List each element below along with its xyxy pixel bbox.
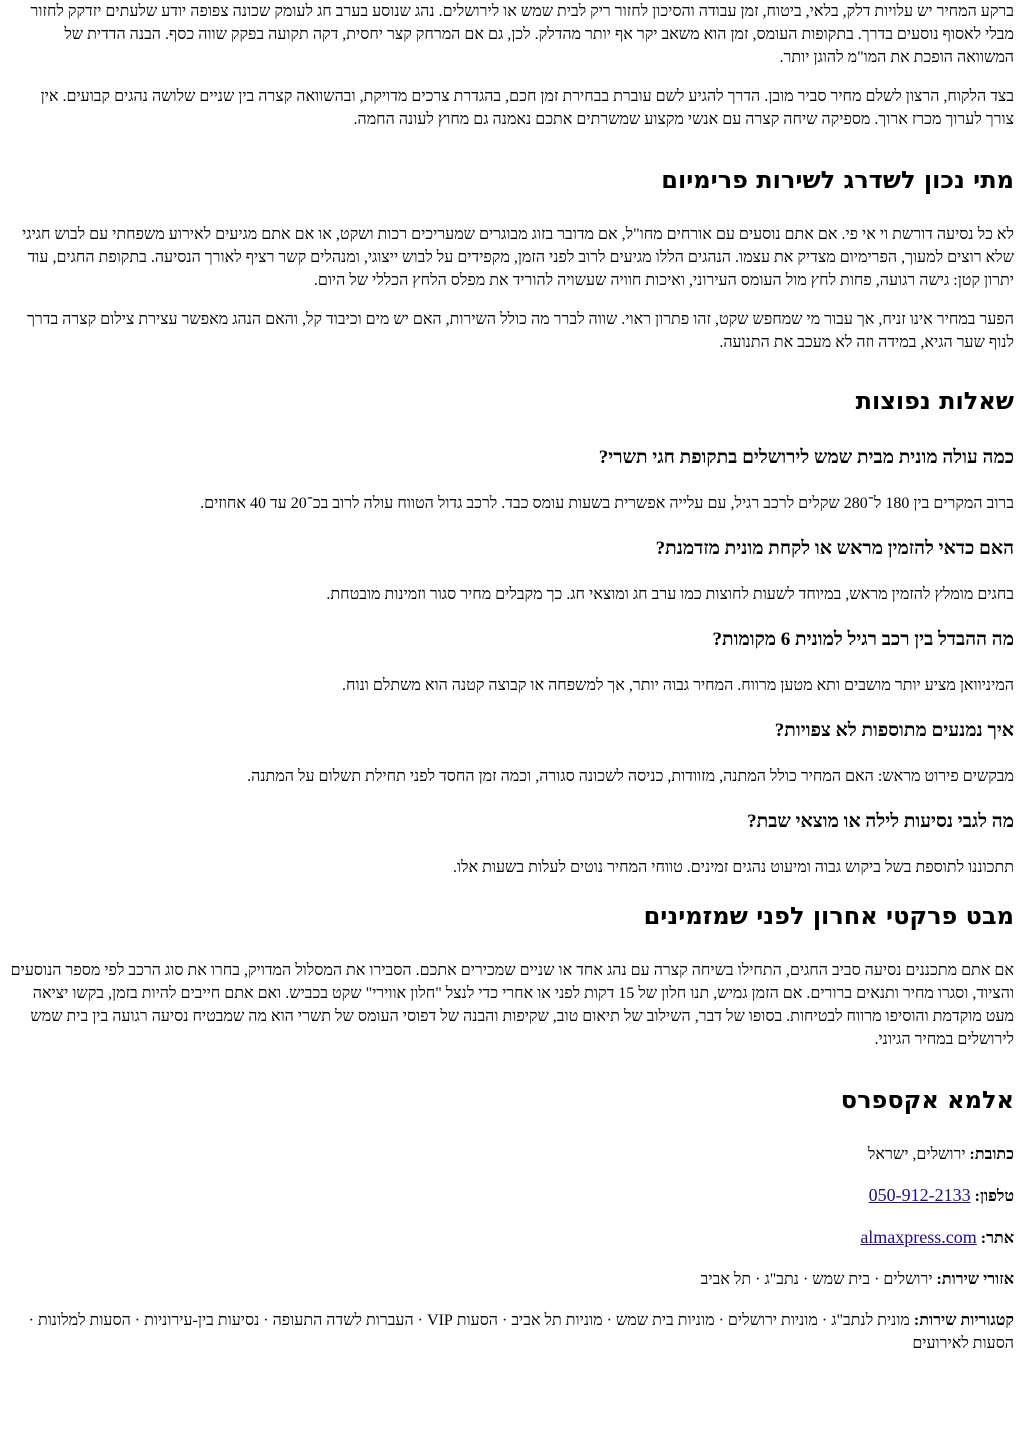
faq-question: כמה עולה מונית מבית שמש לירושלים בתקופת חגי תשרי? bbox=[598, 447, 1014, 468]
address-label: כתובת: bbox=[969, 1146, 1014, 1163]
website-line bbox=[10, 1226, 1014, 1250]
faq-answer: ברוב המקרים בין 180 ל־280 שקלים לרכב רגיל, עם עלייה אפשרית בשעות עומס כבד. לרכב גדול הטווח עולה לרוב בכ־20 עד 40 אחוזים. bbox=[200, 495, 1014, 512]
service-categories-label: קטגוריות שירות: bbox=[913, 1312, 1014, 1329]
faq-answer: בחגים מומלץ להזמין מראש, במיוחד לשעות לחוצות כמו ערב חג ומוצאי חג. כך מקבלים מחיר סגור וזמינות מובטחת. bbox=[326, 586, 1014, 603]
final-paragraph: אם אתם מתכננים נסיעה סביב החגים, התחילו בשיחה קצרה עם נהג אחד או שניים שמכירים אתכם. הסבירו את המסלול המדויק, בחרו את סוג הרכב לפי מספר הנוסעים והציוד, וסגרו מחיר ותנאים ברורים. אם הזמן גמיש, תנו חלון של 15 דקות לפני או אחרי כדי לנצל "חלון אווירי" שקט בכביש. ואם אתם חייבים להיות בזמן, בקשו יציאה מעט מוקדמת והוסיפו מרווח לבטיחות. בסופו של דבר, השילוב של תיאום טוב, שקיפות והבנה של דפוסי העומס של תשרי הוא מה שמבטיח נסיעה רגועה בין בית שמש לירושלים במחיר הגיוני. bbox=[10, 962, 1014, 1048]
phone-line bbox=[10, 1184, 1014, 1208]
service-areas-value: ירושלים · בית שמש · נתב"ג · תל אביב bbox=[700, 1271, 933, 1288]
faq-answer: המיניוואן מציע יותר מושבים ותא מטען מרווח. המחיר גבוה יותר, אך למשפחה או קבוצה קטנה הוא משתלם ונוח. bbox=[342, 677, 1014, 694]
service-areas-label: אזורי שירות: bbox=[936, 1271, 1014, 1288]
faq-heading: שאלות נפוצות bbox=[855, 387, 1014, 415]
premium-heading: מתי נכון לשדרג לשירות פרימיום bbox=[661, 166, 1014, 194]
website-label: אתר: bbox=[980, 1230, 1014, 1247]
faq-question: מה לגבי נסיעות לילה או מוצאי שבת? bbox=[747, 811, 1014, 832]
final-heading: מבט פרקטי אחרון לפני שמזמינים bbox=[643, 902, 1014, 930]
faq-answer: תתכוננו לתוספת בשל ביקוש גבוה ומיעוט נהגים זמינים. טווחי המחיר נוטים לעלות בשעות אלו. bbox=[452, 859, 1014, 876]
premium-paragraph-1: לא כל נסיעה דורשת וי אי פי. אם אתם נוסעים עם אורחים מחו"ל, אם מדובר בזוג מבוגרים שמעריכים רכות ושקט, או אם אתם מגיעים לאירוע משפחתי עם לבוש חגיגי שלא רוצים למעוך, הפרימיום מצדיק את עצמו. הנהגים הללו מגיעים לרוב לפני הזמן, מקפידים על לבוש ייצוגי, ומנהלים קשר רציף לאורך הנסיעה. בתקופת החגים, עוד יתרון קטן: גישה רגועה, פחות לחץ מול העומס העירוני, ואיכות חוויה שעשויה להוריד את מפלס הלחץ הכללי של היום. bbox=[22, 226, 1014, 289]
faq-question: איך נמנעים מתוספות לא צפויות? bbox=[774, 720, 1014, 741]
premium-paragraph-2: הפער במחיר אינו זניח, אך עבור מי שמחפש שקט, זהו פתרון ראוי. שווה לברר מה כולל השירות, האם יש מים וכיבוד קל, והאם הנהג מאפשר עצירת צילום קצרה בדרך לנוף שער הגיא, במידה וזה לא מעכב את התנועה. bbox=[27, 311, 1014, 351]
intro-paragraph-1: ברקע המחיר יש עלויות דלק, בלאי, ביטוח, זמן עבודה והסיכון לחזור ריק לבית שמש או לירושלים. נהג שנוסע בערב חג לעומק שכונה צפופה יודע שלעתים יזדקק לחזור מבלי לאסוף נוסעים בדרך. בתקופות העומס, זמן הוא משאב יקר אף יותר מהדלק. לכן, גם אם המרחק קצר יחסית, דקה תקועה בפקק שווה כסף. הבנה הדדית של המשוואה הופכת את המו"מ להוגן יותר. bbox=[30, 3, 1014, 66]
service-categories-value: מונית לנתב"ג · מוניות ירושלים · מוניות בית שמש · מוניות תל אביב · הסעות VIP · העברות לשדה התעופה · נסיעות בין-עירוניות · הסעות למלונות · הסעות לאירועים bbox=[28, 1312, 1014, 1352]
phone-label: טלפון: bbox=[974, 1188, 1014, 1205]
service-categories-line bbox=[10, 1309, 1014, 1355]
intro-paragraph-2: בצד הלקוח, הרצון לשלם מחיר סביר מובן. הדרך להגיע לשם עוברת בבחירת זמן חכם, בהגדרת צרכים מדויקת, ובהשוואה קצרה בין שניים שלושה נהגים קבועים. אין צורך לערוך מכרז ארוך. מספיקה שיחה קצרה עם אנשי מקצוע שמשרתים אתכם נאמנה גם מחוץ לעונה החמה. bbox=[40, 88, 1014, 128]
business-name-heading: אלמא אקספרס bbox=[840, 1086, 1014, 1114]
website-link[interactable]: almaxpress.com bbox=[860, 1227, 977, 1247]
address-value: ירושלים, ישראל bbox=[867, 1146, 966, 1163]
address-line bbox=[10, 1143, 1014, 1166]
service-areas-line bbox=[10, 1268, 1014, 1291]
faq-question: מה ההבדל בין רכב רגיל למונית 6 מקומות? bbox=[712, 629, 1014, 650]
faq-answer: מבקשים פירוט מראש: האם המחיר כולל המתנה, מזוודות, כניסה לשכונה סגורה, וכמה זמן החסד לפני תחילת תשלום על המתנה. bbox=[247, 768, 1014, 785]
faq-question: האם כדאי להזמין מראש או לקחת מונית מזדמנת? bbox=[655, 538, 1014, 559]
phone-link[interactable]: 050-912-2133 bbox=[868, 1185, 971, 1205]
